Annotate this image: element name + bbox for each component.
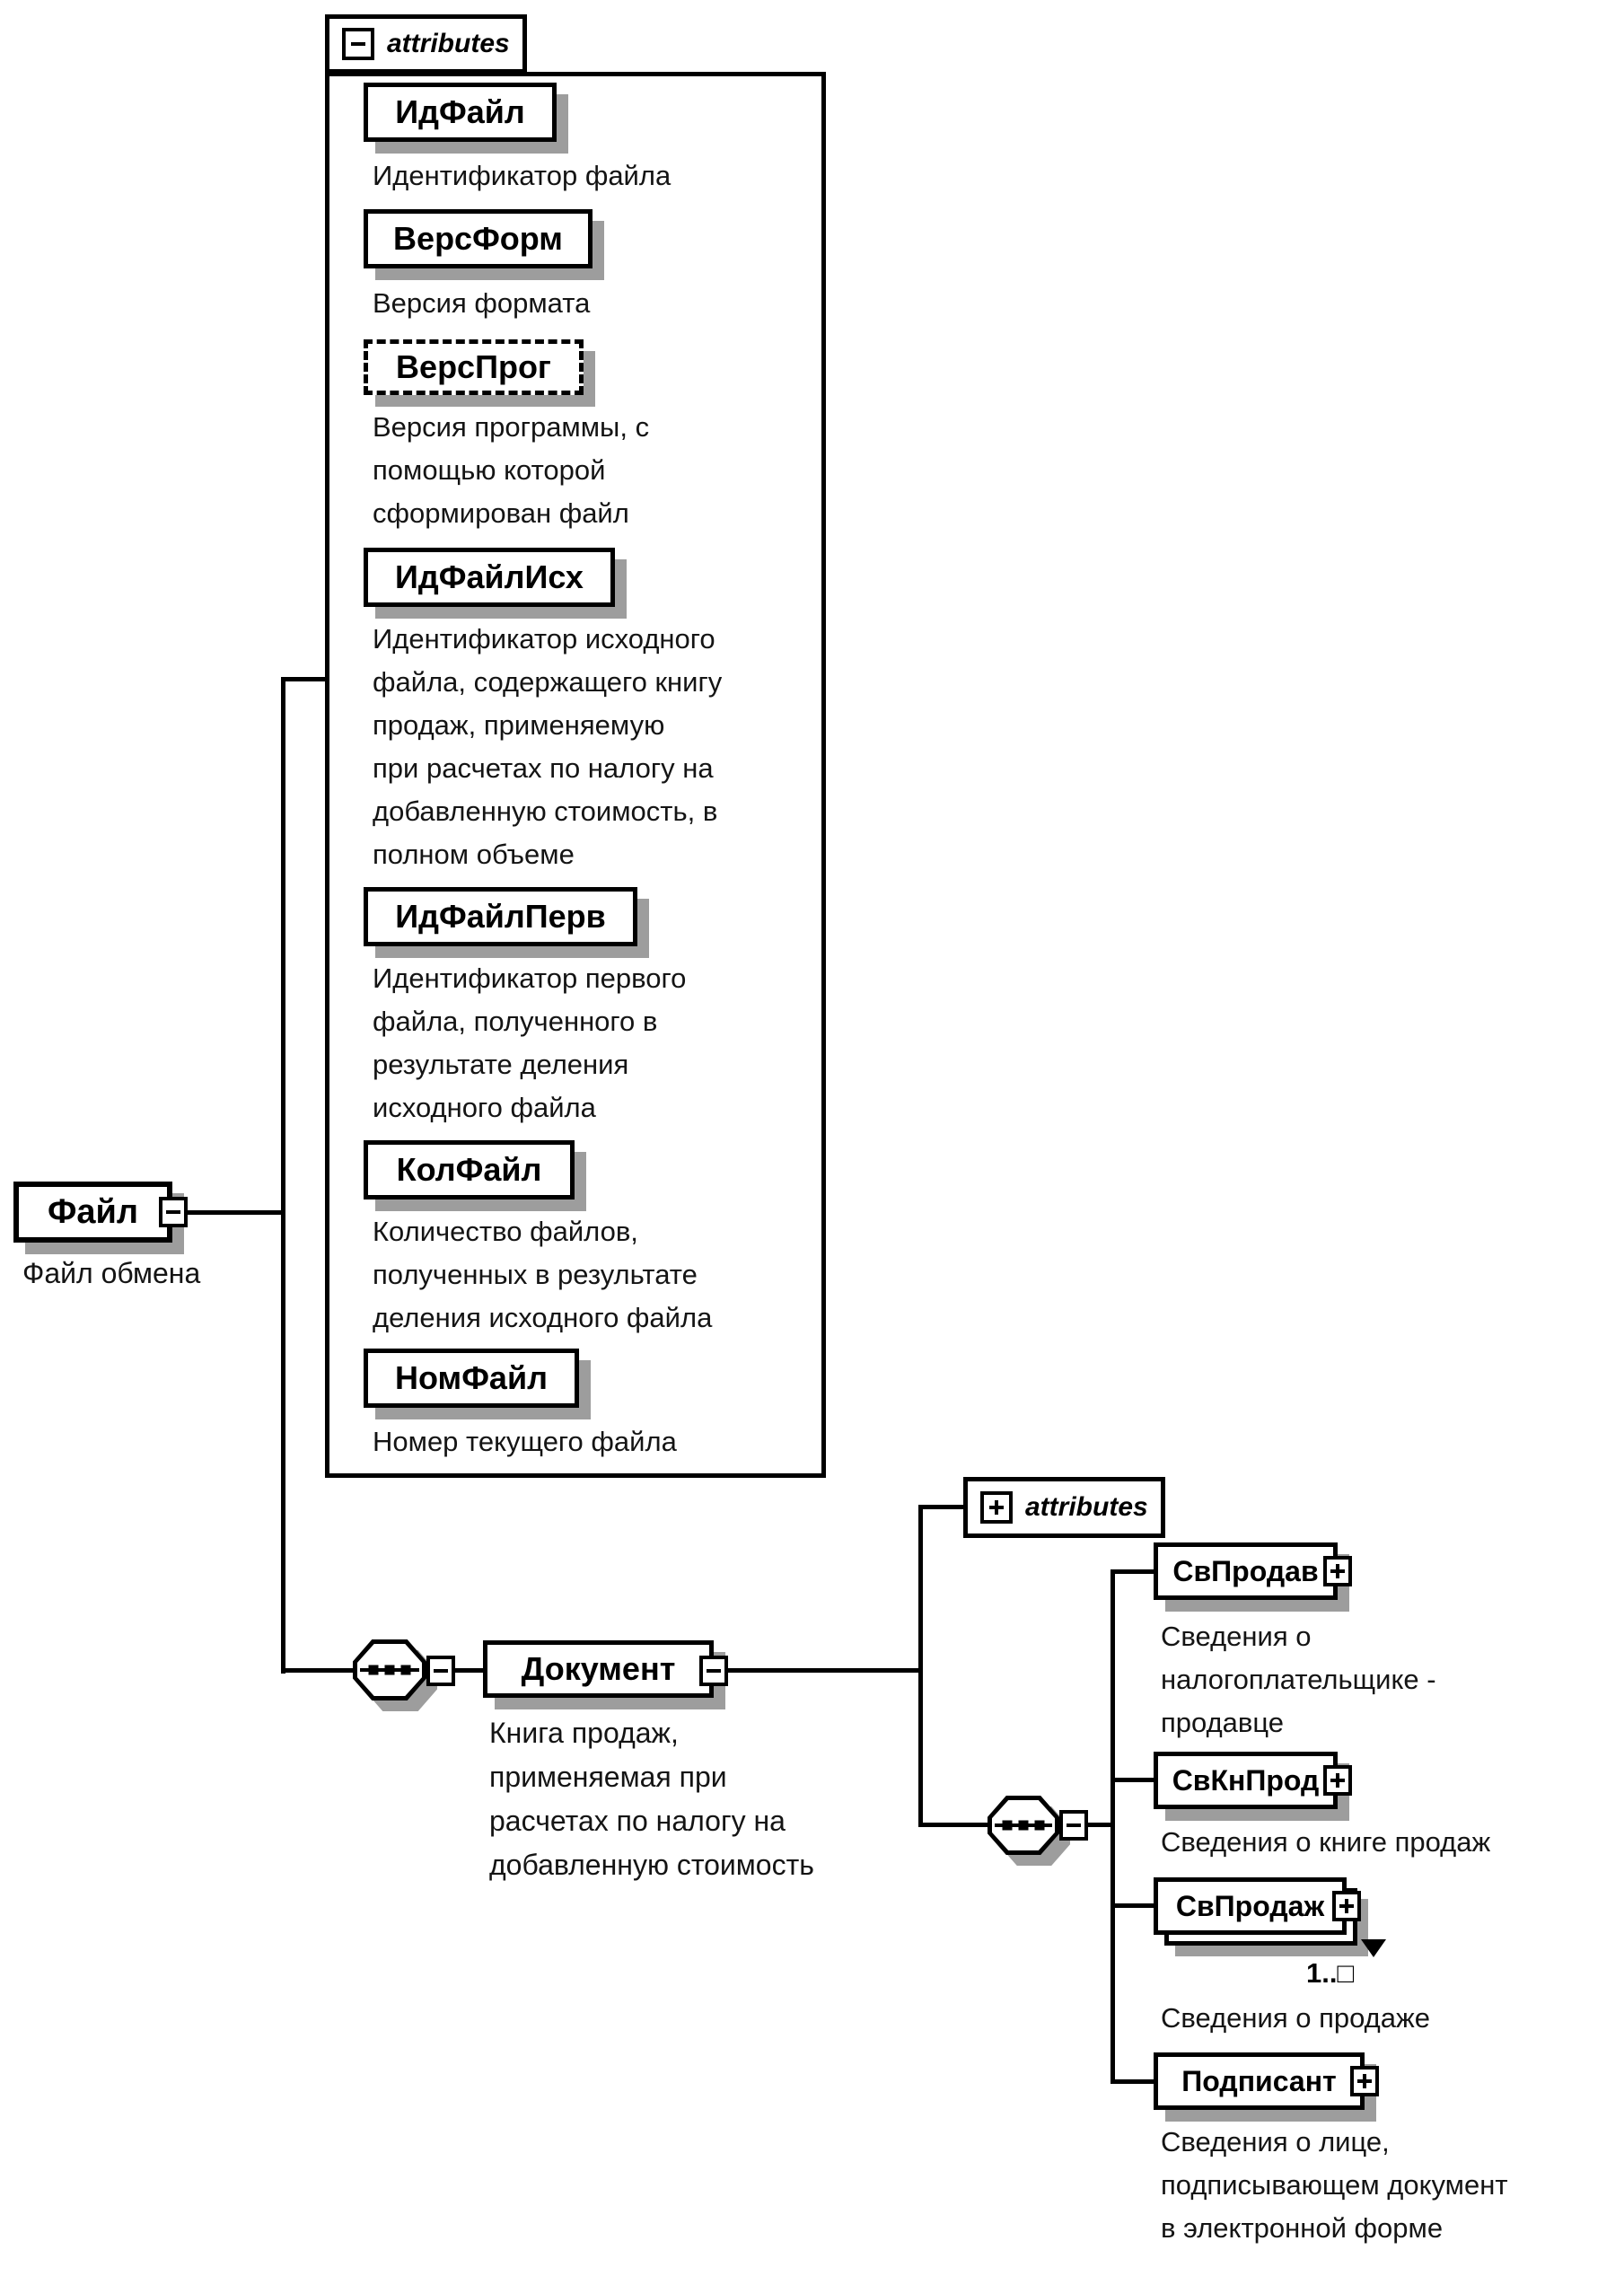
element-caption <box>1161 1821 1490 1864</box>
collapse-button-fajl[interactable] <box>159 1197 188 1227</box>
collapse-button[interactable] <box>342 28 374 60</box>
expand-button-podpisant[interactable] <box>1350 2066 1379 2096</box>
desc-line: продавце <box>1161 1707 1285 1738</box>
collapse-button-sequence2[interactable] <box>1059 1810 1088 1841</box>
attribute-desc <box>373 957 686 1129</box>
connector-line <box>918 1505 965 1509</box>
desc-line: добавленную стоимость <box>489 1849 814 1881</box>
element-box-podpisant[interactable]: Подписант <box>1154 2052 1365 2110</box>
desc-line: Файл обмена <box>22 1257 201 1289</box>
minus-icon <box>166 1210 180 1214</box>
dokument-attributes-label: attributes <box>1025 1492 1148 1522</box>
element-box-fajl[interactable]: Файл <box>13 1182 172 1243</box>
collapse-button-dokument[interactable] <box>699 1656 728 1686</box>
element-box-svprodav[interactable]: СвПродав <box>1154 1542 1338 1600</box>
desc-line: Сведения о книге продаж <box>1161 1826 1491 1858</box>
connector-line <box>1110 2079 1154 2084</box>
sequence-icon[interactable] <box>988 1796 1059 1855</box>
attribute-desc <box>373 406 649 535</box>
attribute-box-versprog[interactable]: ВерсПрог <box>364 339 584 395</box>
plus-icon <box>1339 1899 1354 1913</box>
dokument-attributes-tab[interactable] <box>963 1477 1165 1538</box>
attribute-box-kolfajl[interactable]: КолФайл <box>364 1140 575 1200</box>
desc-line: добавленную стоимость, в <box>373 795 718 827</box>
desc-line: расчетах по налогу на <box>489 1805 786 1837</box>
expand-button-svprodav[interactable] <box>1323 1556 1352 1586</box>
desc-line: помощью которой <box>373 454 606 486</box>
expand-button[interactable] <box>980 1491 1013 1524</box>
desc-line: файла, содержащего книгу <box>373 666 723 698</box>
desc-line: в электронной форме <box>1161 2212 1444 2244</box>
connector-line <box>918 1505 923 1827</box>
connector-line <box>281 677 328 681</box>
desc-line: подписывающем документ <box>1161 2169 1508 2201</box>
plus-icon <box>989 1500 1004 1515</box>
element-caption <box>1161 1997 1430 2040</box>
collapse-button-sequence[interactable] <box>426 1656 455 1686</box>
connector-line <box>1110 1569 1115 2084</box>
connector-line <box>726 1668 923 1673</box>
connector-line <box>1110 1903 1154 1908</box>
element-box-svknprod[interactable]: СвКнПрод <box>1154 1752 1338 1809</box>
expand-button-svknprod[interactable] <box>1323 1765 1352 1796</box>
attribute-desc <box>373 618 722 876</box>
desc-line: полном объеме <box>373 839 575 870</box>
attribute-desc <box>373 282 590 325</box>
desc-line: продаж, применяемую <box>373 709 665 741</box>
desc-line: Идентификатор исходного <box>373 623 715 655</box>
minus-icon <box>351 42 365 46</box>
desc-line: Сведения о лице, <box>1161 2126 1390 2157</box>
desc-line: деления исходного файла <box>373 1302 713 1333</box>
desc-line: результате деления <box>373 1049 629 1080</box>
element-box-dokument[interactable]: Документ <box>483 1640 714 1698</box>
desc-line: файла, полученного в <box>373 1006 658 1037</box>
attribute-desc <box>373 1210 712 1340</box>
desc-line: Версия формата <box>373 287 591 319</box>
desc-line: Версия программы, с <box>373 411 650 443</box>
attributes-group-tab[interactable] <box>325 14 527 74</box>
plus-icon <box>1330 1564 1345 1578</box>
repeat-indicator-arrow <box>1361 1939 1386 1957</box>
attribute-box-idfajlish[interactable]: ИдФайлИсх <box>364 548 615 607</box>
connector-line <box>918 1823 990 1827</box>
desc-line: Сведения о продаже <box>1161 2002 1430 2034</box>
desc-line: Идентификатор файла <box>373 160 672 191</box>
attribute-box-idfajlperv[interactable]: ИдФайлПерв <box>364 887 637 946</box>
desc-line: Книга продаж, <box>489 1717 679 1749</box>
minus-icon <box>434 1669 448 1673</box>
desc-line: Сведения о <box>1161 1621 1312 1652</box>
attribute-desc <box>373 1420 677 1463</box>
element-caption <box>22 1252 200 1295</box>
desc-line: Номер текущего файла <box>373 1426 677 1457</box>
connector-line <box>281 677 285 1674</box>
attribute-box-nomfajl[interactable]: НомФайл <box>364 1349 579 1408</box>
attribute-box-versform[interactable]: ВерсФорм <box>364 209 593 268</box>
connector-line <box>281 1668 355 1673</box>
attributes-group-label: attributes <box>387 29 510 58</box>
desc-line: применяемая при <box>489 1761 727 1793</box>
element-box-svprodazh[interactable]: СвПродаж <box>1154 1877 1347 1935</box>
minus-icon <box>1067 1823 1081 1827</box>
desc-line: исходного файла <box>373 1092 596 1123</box>
element-caption <box>1161 2121 1508 2250</box>
expand-button-svprodazh[interactable] <box>1332 1891 1361 1921</box>
minus-icon <box>707 1669 721 1673</box>
desc-line: при расчетах по налогу на <box>373 752 714 784</box>
desc-line: налогоплательщике - <box>1161 1664 1436 1695</box>
connector-line <box>1110 1778 1154 1782</box>
connector-line <box>453 1668 485 1673</box>
desc-line: сформирован файл <box>373 497 629 529</box>
plus-icon <box>1330 1773 1345 1788</box>
desc-line: полученных в результате <box>373 1259 698 1290</box>
sequence-icon[interactable] <box>353 1639 426 1700</box>
attribute-box-idfajl[interactable]: ИдФайл <box>364 83 557 142</box>
desc-line: Количество файлов, <box>373 1216 638 1247</box>
attribute-desc <box>373 154 671 198</box>
connector-line <box>188 1210 283 1215</box>
connector-line <box>1110 1569 1154 1574</box>
element-caption <box>1161 1615 1436 1744</box>
desc-line: Идентификатор первого <box>373 962 687 994</box>
occurrence-range: 1..□ <box>1306 1957 1355 1989</box>
plus-icon <box>1357 2074 1372 2088</box>
element-caption <box>489 1711 814 1887</box>
